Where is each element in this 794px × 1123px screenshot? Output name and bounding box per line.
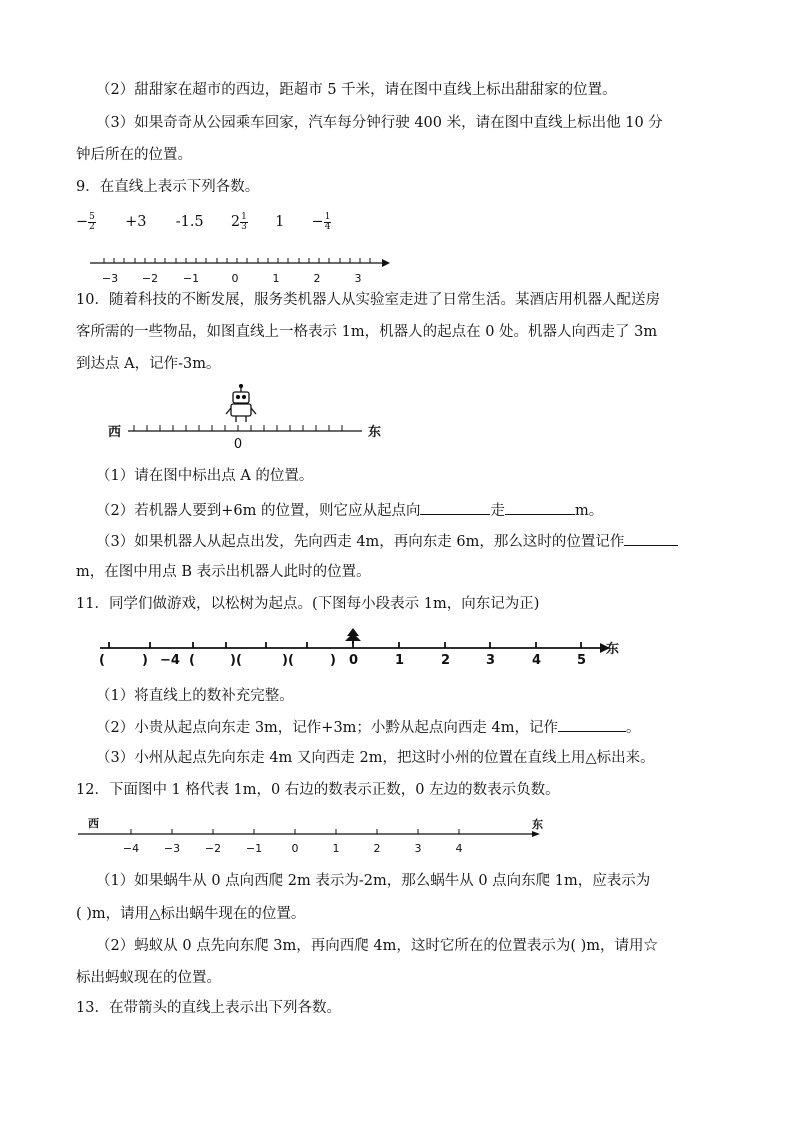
q10-intro-line3: 到达点 A，记作-3m。 bbox=[76, 356, 221, 372]
q11-label-4: 4 bbox=[532, 653, 542, 668]
q12-tick-label: 2 bbox=[373, 842, 381, 855]
blank-paren-close: ) bbox=[142, 653, 148, 668]
robot-icon bbox=[226, 385, 256, 423]
q9-number-line bbox=[90, 254, 390, 288]
west-label: 西 bbox=[88, 817, 99, 830]
q11-sub2: （2）小贵从起点向东走 3m，记作+3m；小黔从起点向西走 4m，记作 。 bbox=[96, 716, 641, 738]
q12-title: 12．下面图中 1 格代表 1m，0 右边的数表示正数，0 左边的数表示负数。 bbox=[76, 782, 560, 798]
q10-zero-label: 0 bbox=[233, 437, 243, 452]
q11-title: 11．同学们做游戏，以松树为起点。(下图每小段表示 1m，向东记为正) bbox=[76, 596, 540, 612]
q9-tick-label: 3 bbox=[354, 272, 362, 285]
position-blank[interactable] bbox=[624, 530, 678, 546]
q10-sub3-line1: （3）如果机器人从起点出发，先向西走 4m，再向东走 6m，那么这时的位置记作 bbox=[96, 530, 678, 552]
east-label: 东 bbox=[606, 642, 620, 657]
q11-label-0: 0 bbox=[349, 653, 359, 668]
blank-paren-open[interactable]: ( bbox=[99, 653, 105, 668]
q10-sub1: （1）请在图中标出点 A 的位置。 bbox=[96, 468, 314, 484]
q9-tick-label: 2 bbox=[313, 272, 321, 285]
q9-tick-label: 1 bbox=[272, 272, 280, 285]
triangle-icon: △ bbox=[149, 906, 161, 922]
q8-part3-line1: （3）如果奇奇从公园乘车回家，汽车每分钟行驶 400 米，请在图中直线上标出他 10 分 bbox=[96, 115, 663, 131]
distance-blank[interactable] bbox=[505, 499, 575, 515]
q11-label-1: 1 bbox=[395, 653, 405, 668]
record-blank[interactable] bbox=[558, 716, 626, 732]
q12-tick-label: −4 bbox=[122, 842, 140, 855]
q9-number-1: 1 bbox=[275, 214, 285, 230]
blank-paren-pair[interactable]: )( bbox=[282, 653, 294, 668]
pine-tree-icon bbox=[345, 628, 361, 644]
q12-tick-label: −1 bbox=[245, 842, 263, 855]
q10-ticks bbox=[134, 425, 342, 431]
q9-tick-label: 0 bbox=[231, 272, 239, 285]
q8-part2: （2）甜甜家在超市的西边，距超市 5 千米，请在图中直线上标出甜甜家的位置。 bbox=[96, 82, 617, 98]
q9-title: 9．在直线上表示下列各数。 bbox=[76, 179, 260, 195]
east-label: 东 bbox=[532, 818, 543, 831]
q9-number-list bbox=[76, 212, 331, 236]
q12-sub2-line1: （2）蚂蚁从 0 点先向东爬 3m，再向西爬 4m，这时它所在的位置表示为( )m，请用☆ bbox=[96, 938, 659, 954]
q8-part3-line2: 钟后所在的位置。 bbox=[76, 147, 192, 163]
q10-sub3-line2: m，在图中用点 B 表示出机器人此时的位置。 bbox=[76, 564, 371, 580]
west-label: 西 bbox=[108, 425, 122, 440]
q12-sub1-line2: ( )m，请用△标出蜗牛现在的位置。 bbox=[76, 906, 306, 922]
q11-label-neg4: −4 bbox=[160, 653, 180, 668]
q12-tick-label: 1 bbox=[332, 842, 340, 855]
q12-tick-label: 3 bbox=[414, 842, 422, 855]
blank-paren-close: ) bbox=[330, 653, 336, 668]
q10-robot-number-line bbox=[104, 384, 394, 454]
arrow-right-icon bbox=[532, 831, 540, 837]
q11-ticks bbox=[109, 642, 581, 648]
q9-tick-label: −2 bbox=[141, 272, 159, 285]
q10-intro-line1: 10．随着科技的不断发展，服务类机器人从实验室走进了日常生活。某酒店用机器人配送房 bbox=[76, 292, 660, 308]
direction-blank[interactable] bbox=[420, 499, 490, 515]
q9-tick-label: −1 bbox=[182, 272, 200, 285]
q9-number-2-1-3: 2 $\frac{1}{3}$ bbox=[230, 211, 247, 232]
q12-tick-label: 0 bbox=[291, 842, 299, 855]
q12-sub1-line1: （1）如果蜗牛从 0 点向西爬 2m 表示为-2m，那么蜗牛从 0 点向东爬 1m，应表示为 bbox=[96, 873, 651, 889]
q10-sub2: （2）若机器人要到+6m 的位置，则它应从起点向 走 m。 bbox=[96, 499, 603, 521]
q10-intro-line2: 客所需的一些物品，如图直线上一格表示 1m，机器人的起点在 0 处。机器人向西走了 3m bbox=[76, 324, 658, 340]
q11-label-3: 3 bbox=[486, 653, 496, 668]
q9-ticks bbox=[104, 258, 370, 263]
q12-tick-label: −3 bbox=[163, 842, 181, 855]
q9-number-neg1-5: -1.5 bbox=[175, 214, 204, 230]
q11-sub1: （1）将直线上的数补充完整。 bbox=[96, 688, 294, 704]
q11-label-5: 5 bbox=[577, 653, 587, 668]
q9-number-neg-5-2: − $\frac{5}{2}$ bbox=[76, 211, 95, 232]
east-label: 东 bbox=[368, 425, 382, 440]
arrow-right-icon bbox=[382, 259, 390, 267]
q12-ticks bbox=[131, 829, 459, 834]
star-icon: ☆ bbox=[643, 938, 659, 954]
q9-tick-label: −3 bbox=[101, 272, 119, 285]
q12-number-line bbox=[78, 812, 558, 858]
q13-title: 13．在带箭头的直线上表示出下列各数。 bbox=[76, 1000, 341, 1016]
q11-label-2: 2 bbox=[441, 653, 451, 668]
q12-sub2-line2: 标出蚂蚁现在的位置。 bbox=[76, 970, 221, 986]
q12-tick-label: 4 bbox=[455, 842, 463, 855]
q9-number-neg-1-4: − $\frac{1}{4}$ bbox=[311, 211, 331, 232]
q9-number-plus3: +3 bbox=[125, 214, 147, 230]
q12-tick-label: −2 bbox=[204, 842, 222, 855]
blank-paren-open[interactable]: ( bbox=[189, 653, 195, 668]
blank-paren-pair[interactable]: )( bbox=[230, 653, 242, 668]
q11-sub3: （3）小州从起点先向东走 4m 又向西走 2m，把这时小州的位置在直线上用△标出来。 bbox=[96, 750, 655, 766]
triangle-icon: △ bbox=[585, 750, 597, 766]
q11-number-line bbox=[94, 626, 624, 674]
